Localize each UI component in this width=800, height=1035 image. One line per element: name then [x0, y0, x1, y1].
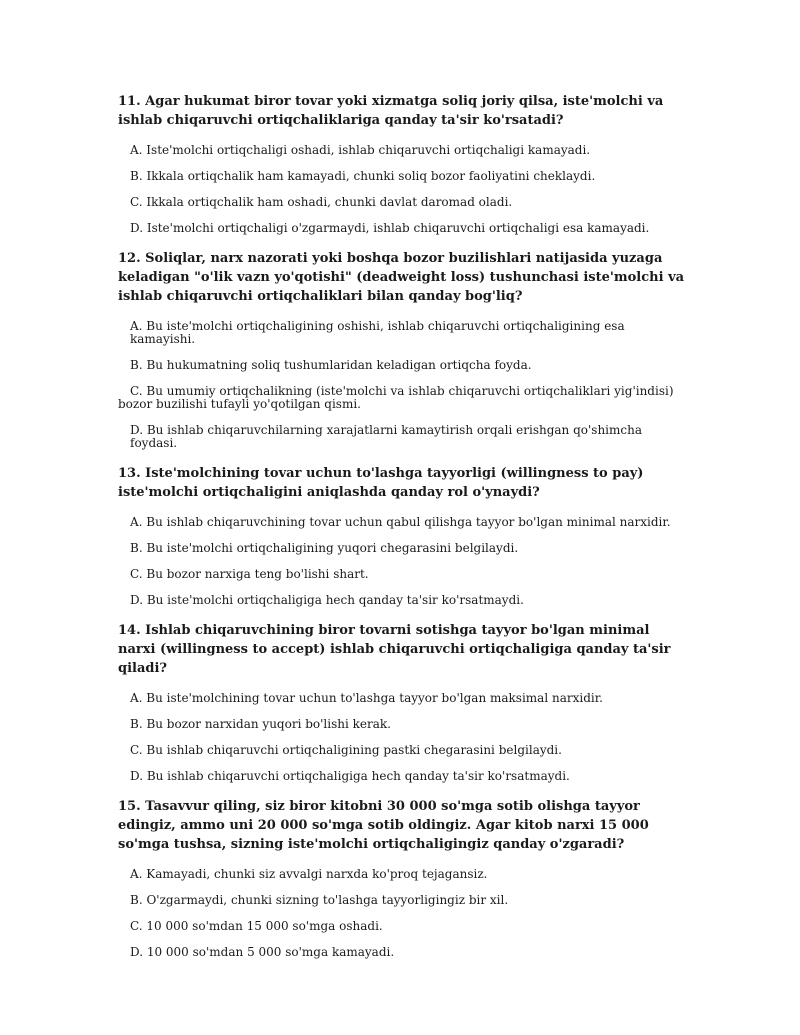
option-c: C. Bu umumiy ortiqchalikning (iste'molchi va ishlab chiqaruvchi ortiqchaliklari yig'indisi) bozor buzilishi tufayli yo'qotilgan qismi.	[118, 384, 674, 411]
question-text: 11. Agar hukumat biror tovar yoki xizmatga soliq joriy qilsa, iste'molchi va ishlab chiqaruvchi ortiqchaliklariga qanday ta'sir ko'rsatadi?	[118, 94, 664, 128]
question-14	[118, 621, 686, 783]
option-a: A. Bu iste'molchining tovar uchun to'lashga tayyor bo'lgan maksimal narxidir.	[130, 691, 603, 705]
question-15	[118, 797, 686, 959]
option-d: D. Bu ishlab chiqaruvchilarning xarajatlarni kamaytirish orqali erishgan qo'shimcha foydasi.	[130, 423, 643, 450]
question-12	[118, 249, 686, 450]
option-b: B. Bu iste'molchi ortiqchaligining yuqori chegarasini belgilaydi.	[130, 541, 519, 555]
option-b: B. Bu hukumatning soliq tushumlaridan keladigan ortiqcha foyda.	[130, 358, 532, 372]
option-a: A. Bu ishlab chiqaruvchining tovar uchun qabul qilishga tayyor bo'lgan minimal narxidir.	[130, 515, 671, 529]
question-text: 14. Ishlab chiqaruvchining biror tovarni sotishga tayyor bo'lgan minimal narxi (willingness to accept) ishlab chiqaruvchi ortiqchaligiga qanday ta'sir qiladi?	[118, 623, 671, 676]
option-d: D. Iste'molchi ortiqchaligi o'zgarmaydi, ishlab chiqaruvchi ortiqchaligi esa kamayadi.	[130, 221, 650, 235]
option-c: C. 10 000 so'mdan 15 000 so'mga oshadi.	[130, 919, 383, 933]
option-d: D. 10 000 so'mdan 5 000 so'mga kamayadi.	[130, 945, 395, 959]
option-b: B. Bu bozor narxidan yuqori bo'lishi kerak.	[130, 717, 391, 731]
option-c: C. Bu ishlab chiqaruvchi ortiqchaligining pastki chegarasini belgilaydi.	[130, 743, 562, 757]
question-text: 12. Soliqlar, narx nazorati yoki boshqa bozor buzilishlari natijasida yuzaga keladigan "o'lik vazn yo'qotishi" (deadweight loss) tushunchasi iste'molchi va ishlab chiqaruvchi ortiqchaliklari bilan qanday bog'liq?	[118, 251, 685, 304]
option-c: C. Ikkala ortiqchalik ham oshadi, chunki davlat daromad oladi.	[130, 195, 513, 209]
option-b: B. O'zgarmaydi, chunki sizning to'lashga tayyorligingiz bir xil.	[130, 893, 509, 907]
question-text: 13. Iste'molchining tovar uchun to'lashga tayyorligi (willingness to pay) iste'molchi ortiqchaligini aniqlashda qanday rol o'ynaydi?	[118, 466, 644, 500]
option-a: A. Bu iste'molchi ortiqchaligining oshishi, ishlab chiqaruvchi ortiqchaligining esa kamayishi.	[130, 319, 625, 346]
question-list	[118, 92, 686, 973]
question-11	[118, 92, 686, 235]
option-c: C. Bu bozor narxiga teng bo'lishi shart.	[130, 567, 369, 581]
option-b: B. Ikkala ortiqchalik ham kamayadi, chunki soliq bozor faoliyatini cheklaydi.	[130, 169, 596, 183]
option-d: D. Bu ishlab chiqaruvchi ortiqchaligiga hech qanday ta'sir ko'rsatmaydi.	[130, 769, 570, 783]
question-text: 15. Tasavvur qiling, siz biror kitobni 30 000 so'mga sotib olishga tayyor edingiz, ammo uni 20 000 so'mga sotib oldingiz. Agar kitob narxi 15 000 so'mga tushsa, sizning iste'molchi ortiqchaligingiz qanday o'zgaradi?	[118, 799, 649, 852]
option-d: D. Bu iste'molchi ortiqchaligiga hech qanday ta'sir ko'rsatmaydi.	[130, 593, 524, 607]
question-13	[118, 464, 686, 607]
option-a: A. Kamayadi, chunki siz avvalgi narxda ko'proq tejagansiz.	[130, 867, 488, 881]
option-a: A. Iste'molchi ortiqchaligi oshadi, ishlab chiqaruvchi ortiqchaligi kamayadi.	[130, 143, 591, 157]
